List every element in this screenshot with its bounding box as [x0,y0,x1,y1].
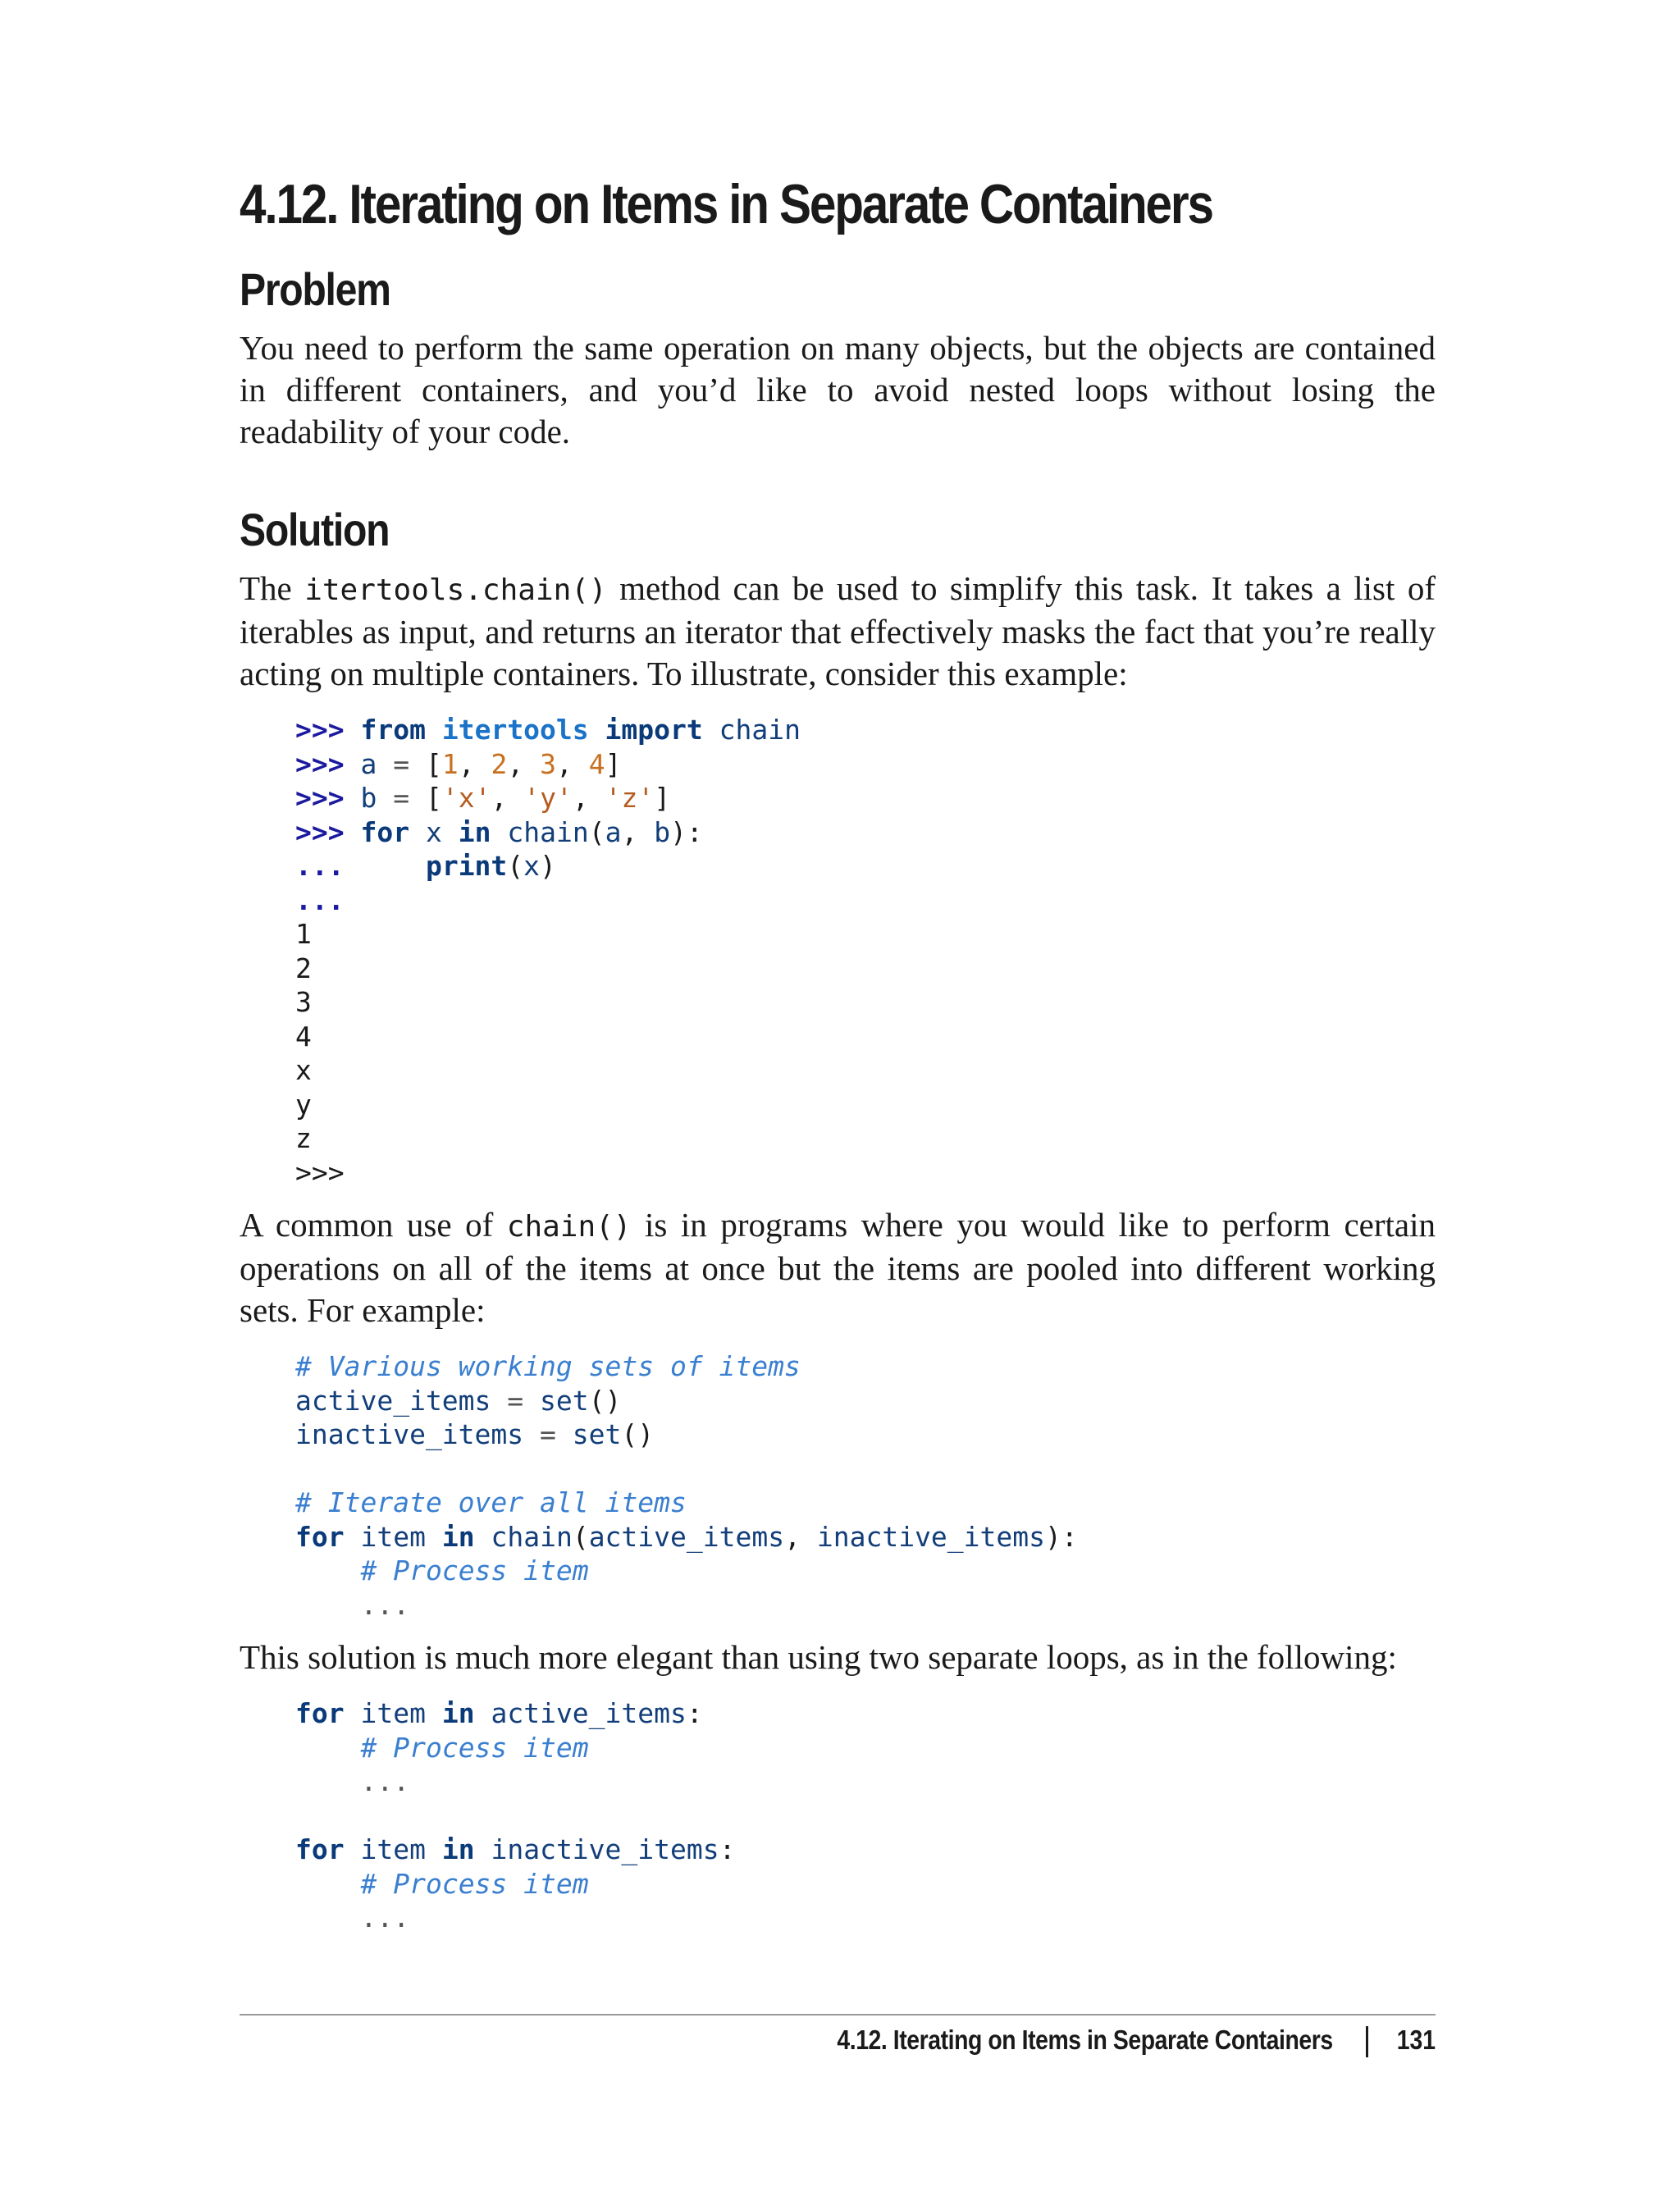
page-footer [240,2025,1436,2066]
code-line: # Iterate over all items [295,1486,687,1518]
code-block-chain-example [240,713,1436,1189]
code-output-line: 1 [295,918,312,950]
inline-code-itertools-chain: itertools.chain() [304,573,607,607]
problem-text: You need to perform the same operation on many objects, but the objects are contained in different containers, and you’d like to avoid nested loops without losing the readability of your code. [240,329,1436,450]
code-line: ... [360,1765,410,1797]
code-line: >>> for x in chain(a, b): [295,815,703,848]
code-line: inactive_items = set() [295,1418,655,1450]
solution-paragraph-3: This solution is much more elegant than using two separate loops, as in the following: [240,1638,1397,1676]
code-line: active_items = set() [295,1384,622,1417]
code-line: for item in active_items: [295,1697,703,1729]
code-line: ... [360,1588,410,1621]
code-line: ... [295,883,345,916]
solution-paragraph-2 [240,1204,1436,1331]
code-line: for item in inactive_items: [295,1833,736,1865]
problem-heading: Problem [240,263,390,315]
code-line: >>> b = ['x', 'y', 'z'] [295,782,671,814]
footer-separator [1366,2026,1368,2057]
section-gap [240,453,1436,502]
code-line: >>> from itertools import chain [295,714,801,746]
code-block-working-sets [240,1349,1436,1622]
footer-running-title: 4.12. Iterating on Items in Separate Containers [837,2025,1333,2055]
code-output-line: 3 [295,986,312,1018]
paragraph-2-text-1: A common use of [240,1206,507,1244]
section-title: 4.12. Iterating on Items in Separate Containers [240,173,1212,235]
code-line: for item in chain(active_items, inactive_items): [295,1520,1078,1553]
code-line: ... [360,1901,410,1933]
solution-intro-text-1: The [240,569,305,607]
code-line: # Process item [360,1731,589,1764]
code-output-line: z [295,1122,312,1154]
inline-code-chain: chain() [506,1210,632,1244]
solution-heading: Solution [240,504,390,555]
code-output-line: 2 [295,952,312,984]
solution-intro-text-2: method can be used to simplify this task. It takes a list of iterables as input, and returns an iterator that effectively masks the fact that you’re really acting on multiple containers. To illustrate, consider this example: [240,569,1436,692]
code-line: >>> a = [1, 2, 3, 4] [295,747,622,780]
page-number: 131 [1396,2025,1436,2055]
code-output-line: x [295,1054,312,1086]
solution-intro [240,568,1436,695]
code-output-line: >>> [295,1156,345,1189]
page-body [240,168,1436,1935]
code-line: # Process item [360,1867,589,1900]
code-output-line: 4 [295,1020,312,1052]
paragraph-2-text-2: is in programs where you would like to perform certain operations on all of the items at once but the items are pooled into different working sets. For example: [240,1206,1436,1329]
code-line: # Various working sets of items [295,1350,801,1382]
code-block-separate-loops [240,1696,1436,1935]
footer-divider [240,2014,1436,2016]
code-output-line: y [295,1088,312,1121]
code-line: ... print(x) [295,850,556,882]
code-line: # Process item [360,1554,589,1586]
